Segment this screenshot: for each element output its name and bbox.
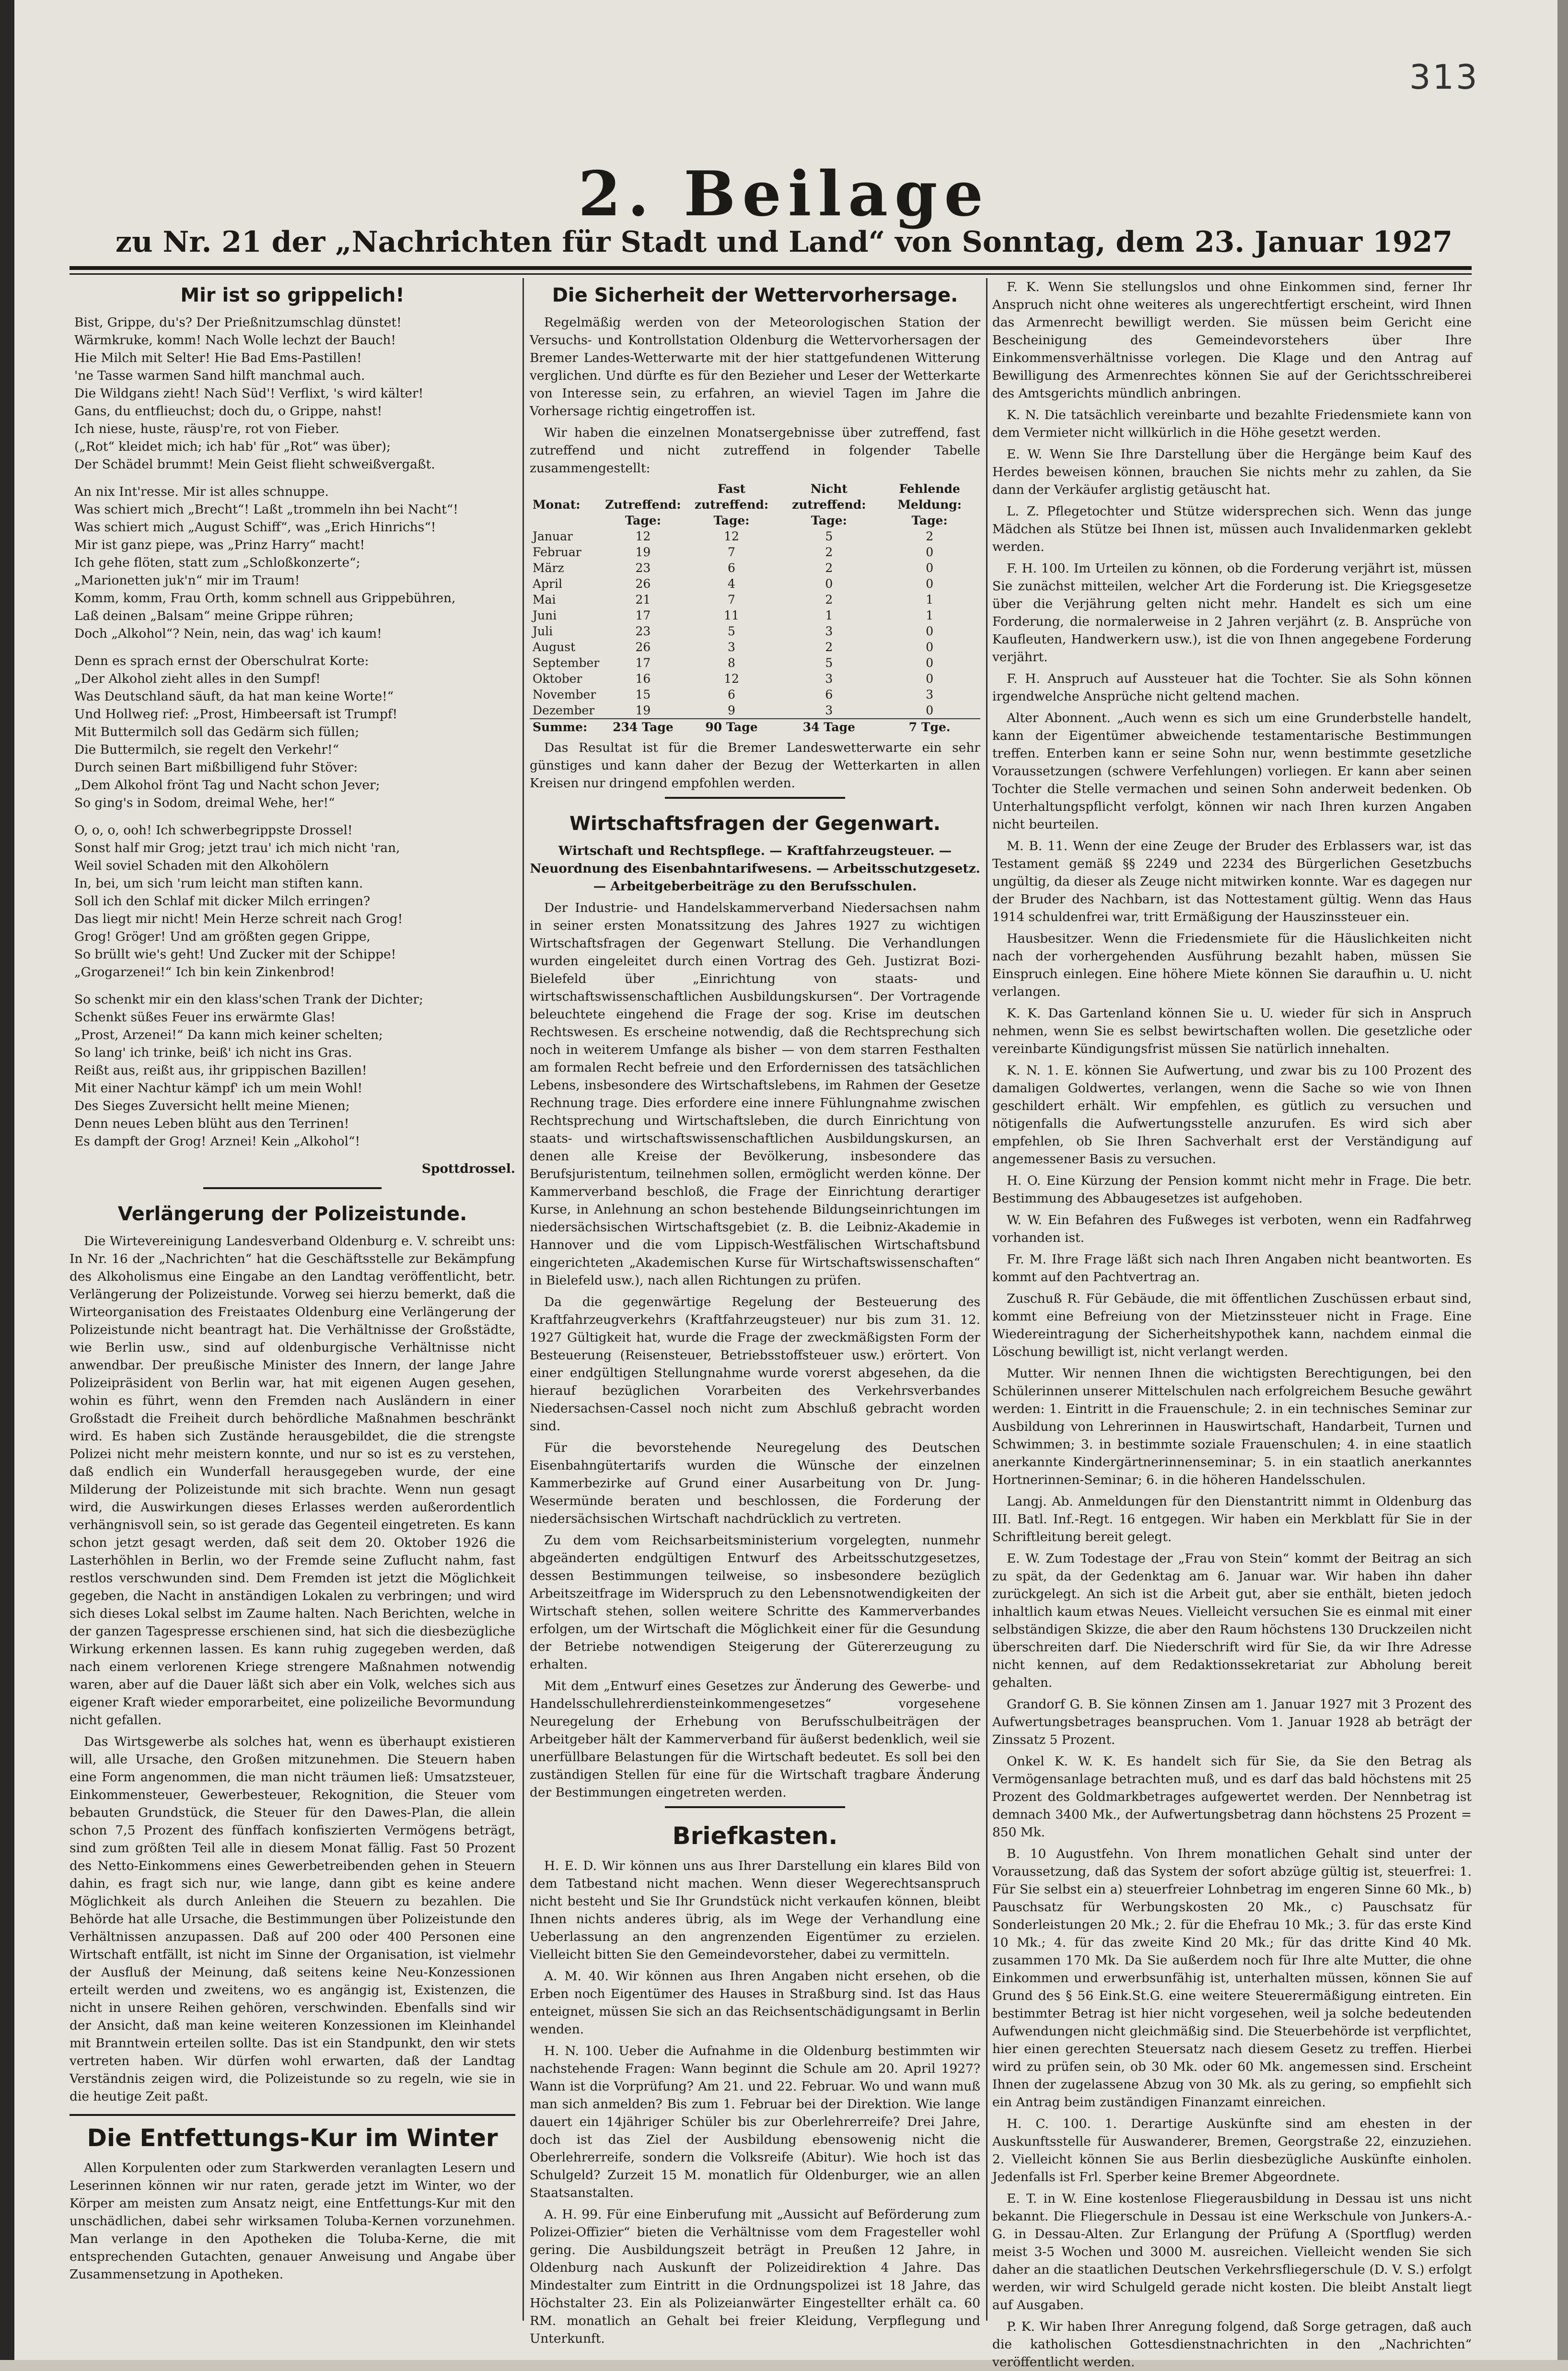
table-cell: 0 <box>926 577 934 591</box>
article-paragraph: P. K. Wir haben Ihrer Anregung folgend, daß Sorge getragen, daß auch die katholischen Gottesdienstnachrichten in den „Nachrichten“ veröffentlicht werden. <box>992 2319 1472 2370</box>
table-header-cell: Monat: <box>533 498 581 512</box>
table-cell: Oktober <box>533 672 582 686</box>
table-cell: 2 <box>825 545 833 559</box>
table-cell: September <box>533 656 600 670</box>
column-divider <box>986 278 987 2321</box>
article-paragraph: K. N. 1. E. können Sie Aufwertung, und zwar bis zu 100 Prozent des damaligen Goldwertes, verlangen, wenn die Sache so wie von Ihnen geschildert erhält. Wir empfehlen, es gütlich zu versuchen und nötigenfalls die Aufwertungsstelle anzurufen. Es wird sich aber empfehlen, ob Sie Ihren Sachverhalt erst der Verständigung auf angemessener Basis zu versuchen. <box>992 1063 1472 1167</box>
table-cell: 6 <box>825 688 833 701</box>
table-row <box>530 544 980 560</box>
article-paragraph: Der Industrie- und Handelskammerverband Niedersachsen nahm in seiner ersten Monatssitzung des Jahres 1927 zu wichtigen Wirtschaftsfragen der Gegenwart Stellung. Die Verhandlungen wurden eingeleitet durch einen Vortrag des Geh. Justizrat Bozi-Bielefeld über „Einrichtung von staats- und wirtschaftswissenschaftlichen Ausbildungskursen“. Der Vortragende beleuchtete eingehend die Frage der sog. Krise im deutschen Rechtswesen. Es erscheine notwendig, daß die Rechtsprechung sich noch in weiterem Umfange als bisher — von dem starren Festhalten am formalen Recht befreie und den Erfordernissen des tatsächlichen Lebens, insbesondere des Wirtschaftslebens, im Rahmen der Gesetze Rechnung trage. Dies erfordere eine innere Fühlungnahme zwischen Rechtsprechung und Wirtschaftsleben, die durch Einrichtung von staats- und wirtschaftswissenschaftlichen Ausbildungskursen, an denen alle Kreise der Bevölkerung, insbesondere das Berufsjuristentum, teilnehmen sollen, ermöglicht werden könne. Der Kammerverband beschloß, die Frage der Einrichtung derartiger Kurse, in Anlehnung an schon bestehende Bildungseinrichtungen im niedersächsischen Wirtschaftsgebiet (z. B. die Leibniz-Akademie in Hannover und die vom Lippisch-Westfälischen Wirtschaftsbund eingerichteten „Akademischen Kurse für Wirtschaftswissenschaften“ in Bielefeld usw.), nach allen Richtungen zu prüfen. <box>530 900 980 1288</box>
article-paragraph: K. N. Die tatsächlich vereinbarte und bezahlte Friedensmiete kann von dem Vermieter nicht willkürlich in die Höhe gesetzt werden. <box>992 408 1472 440</box>
article-paragraph: Allen Korpulenten oder zum Starkwerden veranlagten Lesern und Leserinnen können wir nur raten, gerade jetzt im Winter, wo der Körper am meisten zum Ansatz neigt, eine Entfettungs-Kur mit den unschädlichen, dabei sehr wirksamen Toluba-Kernen vorzunehmen. Man verlange in den Apotheken die Toluba-Kerne, die mit entsprechenden Gutachten, genauer Anweisung und Angabe über Zusammensetzung in Apotheken. <box>70 2161 515 2282</box>
table-cell: 9 <box>728 703 735 717</box>
article-paragraph: Zuschuß R. Für Gebäude, die mit öffentlichen Zuschüssen erbaut sind, kommt eine Befreiung von der Mietzinssteuer nicht in Frage. Eine Wiedereintragung der Sicherheitshypothek kann, nachdem einmal die Löschung bewilligt ist, nicht verlangt werden. <box>992 1291 1472 1359</box>
table-row <box>530 639 980 655</box>
table-unit-cell <box>530 513 602 528</box>
table-cell: 0 <box>926 703 934 717</box>
table-cell: 12 <box>635 529 651 543</box>
column-divider <box>523 278 524 2321</box>
article-paragraph: F. K. Wenn Sie stellungslos und ohne Einkommen sind, ferner Ihr Anspruch nicht ohne weiteres als ungerechtfertigt erscheint, wird Ihnen das Armenrecht bewilligt werden. Sie müssen beim Gericht eine Bescheinigung des Gemeindevorstehers über Ihre Einkommensverhältnisse vorlegen. Die Klage und den Antrag auf Bewilligung des Armenrechtes können Sie auf der Gerichtsschreiberei des Amtsgerichts mündlich anbringen. <box>992 280 1472 401</box>
table-cell: 6 <box>728 561 735 575</box>
article-body-polizeistunde <box>70 1232 515 2105</box>
table-cell: 4 <box>728 577 735 591</box>
poem-stanza: Bist, Grippe, du's? Der Prießnitzumschlag dünstet! Wärmkruke, komm! Nach Wolle lechzt der Bauch! Hie Milch mit Selter! Hie Bad Ems-Pastillen! 'ne Tasse warmen Sand hilft manchmal auch. Die Wildgans zieht! Nach Süd'! Verflixt, 's wird kälter! Gans, du entflieuchst; doch du, o Grippe, nahst! Ich niese, huste, räusp're, rot von Fieber. („Rot“ kleidet mich; ich hab' für „Rot“ was über); Der Schädel brummt! Mein Geist flieht schweißvergaßt. <box>74 315 435 472</box>
table-cell: 19 <box>635 703 651 717</box>
header-rule <box>70 266 1472 270</box>
table-unit-cell: Tage: <box>625 514 661 527</box>
table-cell: 90 Tage <box>684 719 779 735</box>
article-separator <box>665 797 845 799</box>
poem-stanza: So schenkt mir ein den klass'schen Trank der Dichter; Schenkt süßes Feuer ins erwärmte Glas! „Prost, Arzenei!“ Da kann mich keiner schelten; So lang' ich trinke, beiß' ich nicht ins Gras. Reißt aus, reißt aus, ihr grippischen Bazillen! Mit einer Nachtur kämpf' ich um mein Wohl! Des Sieges Zuversicht hellt meine Mienen; Denn neues Leben blüht aus den Terrinen! Es dampft der Grog! Arznei! Kein „Alkohol“! <box>74 992 423 1149</box>
article-paragraph: Grandorf G. B. Sie können Zinsen am 1. Januar 1927 mit 3 Prozent des Aufwertungsbetrages beanspruchen. Vom 1. Januar 1928 ab beträgt der Zinssatz 5 Prozent. <box>992 1697 1472 1747</box>
poem-stanza: Denn es sprach ernst der Oberschulrat Korte: „Der Alkohol zieht alles in den Sumpf! Was Deutschland säuft, da hat man keine Worte!“ Und Hollweg rief: „Prost, Himbeersaft ist Trumpf! Mit Buttermilch soll das Gedärm sich füllen; Die Buttermilch, sie regelt den Verkehr!“ Durch seinen Bart mißbilligend fuhr Stöver: „Dem Alkohol frönt Tag und Nacht schon Jever; So ging's in Sodom, dreimal Wehe, her!“ <box>74 654 398 810</box>
page-scan-edge-left <box>0 0 14 2360</box>
article-paragraph: F. H. Anspruch auf Aussteuer hat die Tochter. Sie als Sohn können irgendwelche Ansprüche nicht geltend machen. <box>992 671 1472 704</box>
table-cell: 34 Tage <box>779 719 879 735</box>
table-cell: Februar <box>533 545 581 559</box>
article-paragraph: Das Wirtsgewerbe als solches hat, wenn es überhaupt existieren will, alle Ursache, den Großen mitzunehmen. Die Steuern haben eine Form angenommen, die man nicht träumen ließ: Umsatzsteuer, Einkommensteuer, Gewerbesteuer, Rekognition, die Steuer vom bebauten Grundstück, die Steuer für den Dawes-Plan, die allein schon 7,5 Prozent des fünffach konfiszierten Vermögens beträgt, sind zum größten Teil alle in diesem Monat fällig. Fast 50 Prozent des Netto-Einkommens eines Gewerbetreibenden gehen in Steuern dahin, es fragt sich nur, wie lange, dann gibt es keine andere Möglichkeit als durch Anleihen die Steuern zu bezahlen. Die Behörde hat alle Ursache, die Bestimmungen über Polizeistunde den Verhältnissen anzupassen. Daß auf 200 oder 400 Personen eine Wirtschaft entfällt, ist nicht im Sinne der Organisation, ist vielmehr der Ausfluß der Meinung, daß seitens keine Neu-Konzessionen erteilt werden und zweitens, wo es angängig ist, Existenzen, die nicht in unsere Reihen gehören, verschwinden. Ebenfalls sind wir der Ansicht, daß man keine weiteren Konzessionen im Kleinhandel mit Branntwein erteilen sollte. Das ist ein Standpunkt, den wir stets vertreten haben. Wir dürfen wohl erwarten, daß der Landtag Verständnis zeigen wird, die Polizeistunde so zu regeln, wie sie in die heutige Zeit paßt. <box>70 1734 515 2104</box>
poem-stanza: O, o, o, ooh! Ich schwerbegrippste Drossel! Sonst half mir Grog; jetzt trau' ich mich nicht 'ran, Weil soviel Schaden mit den Alkohölern In, bei, um sich 'rum leicht man stiften kann. Soll ich den Schlaf mit dicker Milch erringen? Das liegt mir nicht! Mein Herze schreit nach Grog! Grog! Gröger! Und am größten gegen Grippe, So brüllt wie's geht! Und Zucker mit der Schippe! „Grogarzenei!“ Ich bin kein Zinkenbrod! <box>74 823 403 980</box>
table-cell: Summe: <box>530 719 602 735</box>
table-unit-cell: Tage: <box>811 514 847 527</box>
table-cell: 23 <box>635 624 651 638</box>
table-cell: 23 <box>635 561 651 575</box>
table-cell: 0 <box>926 672 934 686</box>
article-paragraph: Zu dem vom Reichsarbeitsministerium vorgelegten, nunmehr abgeänderten endgültigen Entwurf des Arbeitsschutzgesetzes, dessen Bestimmungen teilweise, so insbesondere bezüglich Arbeitszeitfrage im Widerspruch zu den Lebensnotwendigkeiten der Wirtschaft stehen, sollen weitere Schritte des Kammerverbandes erfolgen, um der Wirtschaft die Möglichkeit einer für die Gesundung der Betriebe notwendigen Steigerung der Gütererzeugung zu erhalten. <box>530 1533 980 1672</box>
poem-title: Mir ist so grippelich! <box>180 284 405 306</box>
poem-signature: Spottdrossel. <box>421 1161 515 1176</box>
poem-stanza: An nix Int'resse. Mir ist alles schnuppe. Was schiert mich „Brecht“! Laßt „trommeln ihn bei Nacht“! Was schiert mich „August Schiff“, was „Erich Hinrichs“! Mir ist ganz piepe, was „Prinz Harry“ macht! Ich gehe flöten, statt zum „Schloßkonzerte“; „Marionetten juk'n“ mir im Traum! Komm, komm, Frau Orth, komm schnell aus Grippebühren, Laß deinen „Balsam“ meine Grippe rühren; Doch „Alkohol“? Nein, nein, das wag' ich kaum! <box>74 484 458 641</box>
table-row <box>530 702 980 719</box>
table-sum-row <box>530 719 980 735</box>
table-cell: 5 <box>825 656 833 670</box>
table-row <box>530 687 980 702</box>
article-paragraph: Das Resultat ist für die Bremer Landeswetterwarte ein sehr günstiges und kann daher der Bezug der Wetterkarten in allen Kreisen nur dringend empfohlen werden. <box>530 740 980 791</box>
table-row <box>530 592 980 607</box>
table-cell: 0 <box>926 561 934 575</box>
table-cell: 0 <box>825 577 833 591</box>
page-scan-edge-right <box>1557 0 1568 2360</box>
article-paragraph: M. B. 11. Wenn der eine Zeuge der Bruder des Erblassers war, ist das Testament gemäß §§ 2249 und 2234 des Bürgerlichen Gesetzbuchs ungültig, da dieser als Zeuge nicht mitwirken konnte. War es dagegen nur der Bruder des Nachbarn, ist das Nottestament gültig. Wenn das Haus 1914 schuldenfrei war, tritt Ermäßigung der Hauszinssteuer ein. <box>992 839 1472 924</box>
article-paragraph: Onkel K. W. K. Es handelt sich für Sie, da Sie den Betrag als Vermögensanlage betrachten muß, und es darf das bald höchstens mit 25 Prozent des Goldmarkbetrages aufgewertet werden. Der Nennbetrag ist demnach 3400 Mk., der Aufwertungsbetrag dann höchstens 25 Prozent = 850 Mk. <box>992 1754 1472 1840</box>
article-paragraph: H. E. D. Wir können uns aus Ihrer Darstellung ein klares Bild von dem Tatbestand nicht machen. Wenn dieser Wegerechtsanspruch nicht besteht und Sie Ihr Grundstück nicht verkaufen können, bleibt Ihnen nichts anderes übrig, als im Wege der Verhandlung eine Ueberlassung an den angrenzenden Eigentümer zu erzielen. Vielleicht bitten Sie den Gemeindevorsteher, dabei zu vermitteln. <box>530 1858 980 1962</box>
article-paragraph: Regelmäßig werden von der Meteorologischen Station der Versuchs- und Kontrollstation Oldenburg die Wettervorhersagen der Bremer Landes-Wetterwarte mit der hier stattgefundenen Witterung verglichen. Und dürfte es für den Bezieher und Leser der Wetterkarte von Interesse sein, zu erfahren, an wieviel Tagen im Jahre die Vorhersage richtig eingetroffen ist. <box>530 315 980 419</box>
article-paragraph: Langj. Ab. Anmeldungen für den Dienstantritt nimmt in Oldenburg das III. Batl. Inf.-Regt. 16 entgegen. Wir haben ein Merkblatt für Sie in der Schriftleitung bereit gelegt. <box>992 1494 1472 1544</box>
article-paragraph: B. 10 Augustfehn. Von Ihrem monatlichen Gehalt sind unter der Voraussetzung, daß das System der sofort abzüge gültig ist, steuerfrei: 1. Für Sie selbst ein a) steuerfreier Lohnbetrag im engeren Sinne 60 Mk., b) Pauschsatz für Werbungskosten 20 Mk., c) Pauschsatz für Sonderleistungen 20 Mk.; 2. für die Ehefrau 10 Mk.; 3. für das erste Kind 10 Mk.; 4. für das zweite Kind 20 Mk.; für das dritte Kind 40 Mk. zusammen 170 Mk. Da Sie außerdem noch für Ihre alte Mutter, die ohne Einkommen und erwerbsunfähig ist, unterhalten müssen, können Sie auf Grund des § 56 Eink.St.G. eine weitere Steuerermäßigung eintreten. Ein bestimmter Betrag ist hier nicht vorgesehen, weil ja solche bedeutenden Aufwendungen nicht gleichmäßig sind. Die Steuerbehörde ist verpflichtet, hier einen gerechten Steuersatz nach diesem Gesetz zu treffen. Hierbei wird zu prüfen sein, ob 30 Mk. oder 60 Mk. angemessen sind. Erscheint Ihnen der zugelassene Abzug von 30 Mk. als zu gering, so empfiehlt sich ein Antrag beim zuständigen Finanzamt einreichen. <box>992 1846 1472 2110</box>
supplement-subtitle: zu Nr. 21 der „Nachrichten für Stadt und Land“ von Sonntag, dem 23. Januar 1927 <box>115 225 1453 259</box>
article-paragraph: K. K. Das Gartenland können Sie u. U. wieder für sich in Anspruch nehmen, wenn Sie es selbst bewirtschaften wollen. Die gesetzliche oder vereinbarte Kündigungsfrist müssen Sie natürlich innehalten. <box>992 1006 1472 1056</box>
article-paragraph: E. T. in W. Eine kostenlose Fliegerausbildung in Dessau ist uns nicht bekannt. Die Fliegerschule in Dessau ist eine Werkschule von Junkers-A.-G. in Dessau-Alten. Zur Erlangung der Prüfung A (Sportflug) werden meist 3-5 Wochen und 3000 M. ausreichen. Vielleicht wenden Sie sich daher an die staatlichen Deutschen Verkehrsfliegerschule (D. V. S.) erfolgt werden, wir wird Schulgeld gerade nicht kosten. Die bleibt Anstalt liegt auf Ausgaben. <box>992 2191 1472 2313</box>
table-cell: 2 <box>825 593 833 607</box>
article-paragraph: Für die bevorstehende Neuregelung des Deutschen Eisenbahngütertarifs wurden die Wünsche der einzelnen Kammerbezirke auf Grund einer Ausarbeitung von Dr. Jung-Wesermünde beraten und beschlossen, die Forderung der niedersächsischen Wirtschaft nachdrücklich zu vertreten. <box>530 1440 980 1526</box>
table-cell: 16 <box>635 672 651 686</box>
article-title-polizeistunde: Verlängerung der Polizeistunde. <box>117 1203 467 1225</box>
table-cell: 1 <box>926 593 934 607</box>
table-cell: 6 <box>728 688 735 701</box>
table-cell: 17 <box>635 656 651 670</box>
article-paragraph: H. O. Eine Kürzung der Pension kommt nicht mehr in Frage. Die betr. Bestimmung des Abbaugesetzes ist aufgehoben. <box>992 1173 1472 1206</box>
supplement-title: 2. Beilage <box>578 158 990 230</box>
article-paragraph: E. W. Wenn Sie Ihre Darstellung über die Hergänge beim Kauf des Herdes beweisen können, brauchen Sie nichts mehr zu zahlen, da Sie dann der Verkäufer arglistig getäuscht hat. <box>992 447 1472 497</box>
table-cell: Mai <box>533 593 556 607</box>
article-separator <box>665 1806 845 1808</box>
article-paragraph: A. M. 40. Wir können aus Ihren Angaben nicht ersehen, ob die Erben noch Eigentümer des Hauses in Straßburg sind. Ist das Haus enteignet, müssen Sie sich an das Reichsentschädigungsamt in Berlin wenden. <box>530 1969 980 2037</box>
table-cell: November <box>533 688 596 701</box>
table-cell: 5 <box>825 529 833 543</box>
table-cell: Dezember <box>533 703 595 717</box>
article-body-wirtschaftsfragen <box>530 899 980 1801</box>
article-paragraph: W. W. Ein Befahren des Fußweges ist verboten, wenn ein Radfahrweg vorhanden ist. <box>992 1213 1472 1245</box>
article-title-briefkasten: Briefkasten. <box>672 1822 838 1850</box>
table-header-cell: Fehlende Meldung: <box>897 482 962 512</box>
table-cell: 8 <box>728 656 735 670</box>
table-cell: 17 <box>635 608 651 622</box>
article-subtitle: Wirtschaft und Rechtspflege. — Kraftfahrzeugsteuer. — Neuordnung des Eisenbahntarifwesens. — Arbeitsschutzgesetz. — Arbeitgeberbeiträge zu den Berufsschulen. <box>530 843 980 894</box>
table-cell: 7 Tge. <box>879 719 980 735</box>
page-number: 313 <box>1409 58 1479 97</box>
table-header-cell: Zutreffend: <box>605 498 681 512</box>
table-header-cell: Fast zutreffend: <box>694 482 769 512</box>
table-cell: 7 <box>728 593 735 607</box>
table-unit-cell: Tage: <box>713 514 750 527</box>
table-cell: April <box>533 577 562 591</box>
table-row <box>530 671 980 687</box>
poem <box>74 314 515 1150</box>
table-cell: 2 <box>825 640 833 654</box>
table-cell: 0 <box>926 624 934 638</box>
table-header-cell: Nicht zutreffend: <box>792 482 866 512</box>
table-cell: 12 <box>724 672 739 686</box>
article-paragraph: Wir haben die einzelnen Monatsergebnisse über zutreffend, fast zutreffend und nicht zutreffend in folgender Tabelle zusammengestellt: <box>530 425 980 476</box>
table-cell: August <box>533 640 576 654</box>
table-cell: 1 <box>926 608 934 622</box>
article-paragraph: F. H. 100. Im Urteilen zu können, ob die Forderung verjährt ist, müssen Sie zunächst mitteilen, welcher Art die Forderung ist. Die Kriegsgesetze über die Verjährung gelten nicht mehr. Handelt es sich um eine Forderung, die normalerweise in 2 Jahren verjährt (z. B. Ansprüche von Kaufleuten, Handwerkern usw.), ist die von Ihnen angegebene Forderung verjährt. <box>992 561 1472 665</box>
article-paragraph: Hausbesitzer. Wenn die Friedensmiete für die Häuslichkeiten nicht nach der vorhergehenden Ausführung bezahlt haben, müssen Sie Einspruch einlegen. Eine höhere Miete können Sie daraufhin u. U. nicht verlangen. <box>992 931 1472 999</box>
table-cell: 0 <box>926 545 934 559</box>
article-title-wettervorhersage: Die Sicherheit der Wettervorhersage. <box>552 284 958 306</box>
table-units-row <box>530 513 980 528</box>
article-body-entfettungskur <box>70 2159 515 2283</box>
article-paragraph: A. H. 99. Für eine Einberufung mit „Aussicht auf Beförderung zum Polizei-Offizier“ bieten die Verhältnisse vom dem Fragesteller wohl gering. Die Ausbildungszeit beträgt in Preußen 12 Jahre, in Oldenburg nach Auskunft der Polizeidirektion 4 Jahre. Das Mindestalter zum Eintritt in die Ordnungspolizei ist 18 Jahre, das Höchstalter 23. Ein als Polizeianwärter Eingestellter erhält ca. 60 RM. monatlich an Gehalt bei freier Kleidung, Verpflegung und Unterkunft. <box>530 2207 980 2346</box>
column-3 <box>992 278 1472 2370</box>
article-paragraph: Da die gegenwärtige Regelung der Besteuerung des Kraftfahrzeugverkehrs (Kraftfahrzeugsteuer) nur bis zum 31. 12. 1927 Gültigkeit hat, wurde die Frage der zweckmäßigsten Form der Besteuerung (Reisensteuer, Betriebsstoffsteuer usw.) erörtert. Von einer endgültigen Stellungnahme wurde vorerst abgesehen, da die hierauf bezüglichen Vorarbeiten des Verkehrsverbandes Niedersachsen-Cassel noch nicht zum Abschluß gebracht worden sind. <box>530 1295 980 1434</box>
article-paragraph: E. W. Zum Todestage der „Frau von Stein“ kommt der Beitrag an sich zu spät, da der Gedenktag am 6. Januar war. Wir haben ihn daher zurückgelegt. An sich ist die Arbeit gut, aber sie enthält, bieten jedoch inhaltlich kaum etwas Neues. Vielleicht versuchen Sie es einmal mit einer selbständigen Skizze, die aber den Raum höchstens 130 Druckzeilen nicht überschreiten darf. Die Niederschrift wird für Sie, da wir Ihre Adresse nicht kennen, auf dem Redaktionssekretariat zur Abholung bereit gehalten. <box>992 1551 1472 1690</box>
article-paragraph: Mit dem „Entwurf eines Gesetzes zur Änderung des Gewerbe- und Handelsschullehrerdiensteinkommengesetzes“ vorgesehene Neuregelung der Erhebung von Berufsschulbeiträgen der Arbeitgeber hält der Kammerverband für äußerst bedenklich, weil sie unerfüllbare Belastungen für die Wirtschaft bedeutet. Es soll bei den zuständigen Stellen für eine für die Wirtschaft tragbare Änderung der Bestimmungen eingetreten werden. <box>530 1679 980 1800</box>
table-row <box>530 560 980 576</box>
table-cell: 2 <box>926 529 934 543</box>
weather-forecast-table <box>530 481 980 735</box>
table-row <box>530 623 980 639</box>
briefkasten-continued <box>992 278 1472 2371</box>
table-cell: 5 <box>728 624 735 638</box>
table-cell: Juli <box>533 624 553 638</box>
table-cell: 2 <box>825 561 833 575</box>
table-header-row <box>530 481 980 513</box>
table-cell: 1 <box>825 608 833 622</box>
table-cell: 21 <box>635 593 651 607</box>
article-title-entfettungskur: Die Entfettungs-Kur im Winter <box>87 2124 498 2152</box>
table-cell: 15 <box>635 688 651 701</box>
article-paragraph: Mutter. Wir nennen Ihnen die wichtigsten Berechtigungen, bei den Schülerinnen unserer Mittelschulen nach erfolgreichem Besuche gewährt werden: 1. Eintritt in die Frauenschule; 2. in ein technisches Seminar zur Ausbildung von Lehrerinnen in Hauswirtschaft, Handarbeit, Turnen und Schwimmen; 3. in bestimmte soziale Frauenschulen; 4. in eine staatlich anerkannte Kindergärtnerinnenseminar; 5. in ein staatlich anerkanntes Hortnerinnen-Seminar; 6. in die höheren Handelsschulen. <box>992 1366 1472 1487</box>
table-cell: 0 <box>926 656 934 670</box>
table-row <box>530 576 980 592</box>
table-cell: 12 <box>724 529 739 543</box>
article-separator <box>70 2114 515 2116</box>
table-cell: 19 <box>635 545 651 559</box>
article-paragraph: L. Z. Pflegetochter und Stütze widersprechen sich. Wenn das junge Mädchen als Stütze bei Ihnen ist, müssen auch Invalidenmarken geklebt werden. <box>992 504 1472 554</box>
column-1 <box>70 278 515 2321</box>
table-cell: 26 <box>635 577 651 591</box>
table-row <box>530 607 980 623</box>
table-cell: 234 Tage <box>602 719 684 735</box>
table-cell: 3 <box>926 688 934 701</box>
article-paragraph: Alter Abonnent. „Auch wenn es sich um eine Grunderbstelle handelt, kann der Eigentümer abweichende testamentarische Bestimmungen treffen. Enterben kann er seine Sohn nur, wenn bestimmte gesetzliche Voraussetzungen (schwere Verfehlungen) vorliegen. Er kann aber seinen Tochter die Stelle vermachen und seinen Sohn anderweit bedenken. Ob Unterhaltungspflicht verfolgt, können wir nach Ihren kurzen Angaben nicht beurteilen. <box>992 711 1472 832</box>
table-cell: 0 <box>926 640 934 654</box>
table-cell: 3 <box>825 703 833 717</box>
table-unit-cell: Tage: <box>911 514 948 527</box>
table-cell: Juni <box>533 608 557 622</box>
article-paragraph: H. N. 100. Ueber die Aufnahme in die Oldenburg bestimmten wir nachstehende Fragen: Wann beginnt die Schule am 20. April 1927? Wann ist die Vorprüfung? Am 21. und 22. Februar. Wo und wann muß man sich anmelden? Bis zum 1. Februar bei der Direktion. Wie lange dauert ein 14jähriger Schüler bis zur Oberlehrerreife? Drei Jahre, doch ist das Ziel der Ausbildung ebensowenig nicht die Oberlehrerreife, sondern die Volksreife (Abitur). Wie hoch ist das Schulgeld? Zurzeit 15 M. monatlich für Oldenburger, wie an allen Staatsanstalten. <box>530 2044 980 2200</box>
table-cell: 26 <box>635 640 651 654</box>
article-paragraph: Die Wirtevereinigung Landesverband Oldenburg e. V. schreibt uns: In Nr. 16 der „Nachrichten“ hat die Geschäftsstelle zur Bekämpfung des Alkoholismus eine Eingabe an den Landtag veröffentlicht, betr. Verlängerung der Polizeistunde. Vorweg sei hierzu bemerkt, daß die Wirteorganisation des Freistaates Oldenburg eine Verlängerung der Polizeistunde nicht beantragt hat. Die Verhältnisse der Großstädte, wie Berlin usw., sind auf oldenburgische Verhältnisse nicht anwendbar. Der preußische Minister des Innern, der lange Jahre Polizeipräsident von Berlin war, hat mit eigenen Augen gesehen, wohin es führt, wenn den Fremden nach Ausländern in einer Großstadt die Freiheit durch behördliche Maßnahmen beschränkt wird. Es haben sich Zustände herausgebildet, die die strengste Polizei nicht mehr meistern konnte, und nur so ist es zu verstehen, daß endlich ein Wunderfall herausgegeben wurde, der eine Milderung der Polizeistunde mit sich brachte. Wenn nun gesagt wird, die Auswirkungen dieses Erlasses werden außerordentlich verhängnisvoll sein, so ist gerade das Gegenteil eingetreten. Es kann schon jetzt gesagt werden, daß seit dem 20. Oktober 1926 die Lasterhöhlen in Berlin, wo der Fremde seine Zuflucht nahm, fast restlos verschwunden sind. Dem Fremden ist jetzt die Möglichkeit gegeben, die Nacht in anständigen Lokalen zu verbringen; und wird sich dieses Lokal selbst im Zaume halten. Nach Berichten, welche in der ganzen Tagespresse erschienen sind, hat sich die diesbezügliche Wirkung erkennen lassen. Es kann ruhig zugegeben werden, daß nach einem verlorenen Kriege strengere Maßnahmen notwendig waren, aber auf die Dauer läßt sich aber ein Volk, welches sich aus eigener Kraft wieder emporarbeitet, eine polizeiliche Bevormundung nicht gefallen. <box>70 1234 516 1728</box>
article-paragraph: Fr. M. Ihre Frage läßt sich nach Ihren Angaben nicht beantworten. Es kommt auf den Pachtvertrag an. <box>992 1252 1472 1285</box>
table-cell: Januar <box>533 529 573 543</box>
table-cell: März <box>533 561 564 575</box>
article-title-wirtschaftsfragen: Wirtschaftsfragen der Gegenwart. <box>569 813 941 835</box>
table-cell: 11 <box>724 608 739 622</box>
article-body-briefkasten <box>530 1857 980 2348</box>
table-cell: 3 <box>825 624 833 638</box>
table-cell: 3 <box>728 640 735 654</box>
header-rule-thin <box>70 273 1472 275</box>
table-cell: 3 <box>825 672 833 686</box>
table-cell: 7 <box>728 545 735 559</box>
article-paragraph: H. C. 100. 1. Derartige Auskünfte sind am ehesten in der Auskunftsstelle für Auswanderer, Bremen, Georgstraße 22, einzuziehen. 2. Vielleicht können Sie aus Berlin diesbezügliche Auskünfte einholen. Jedenfalls ist Frl. Sperber keine Bremer Abgeordnete. <box>992 2116 1472 2184</box>
article-separator <box>203 1187 382 1189</box>
column-2 <box>530 278 980 2346</box>
table-row <box>530 528 980 544</box>
table-row <box>530 655 980 671</box>
